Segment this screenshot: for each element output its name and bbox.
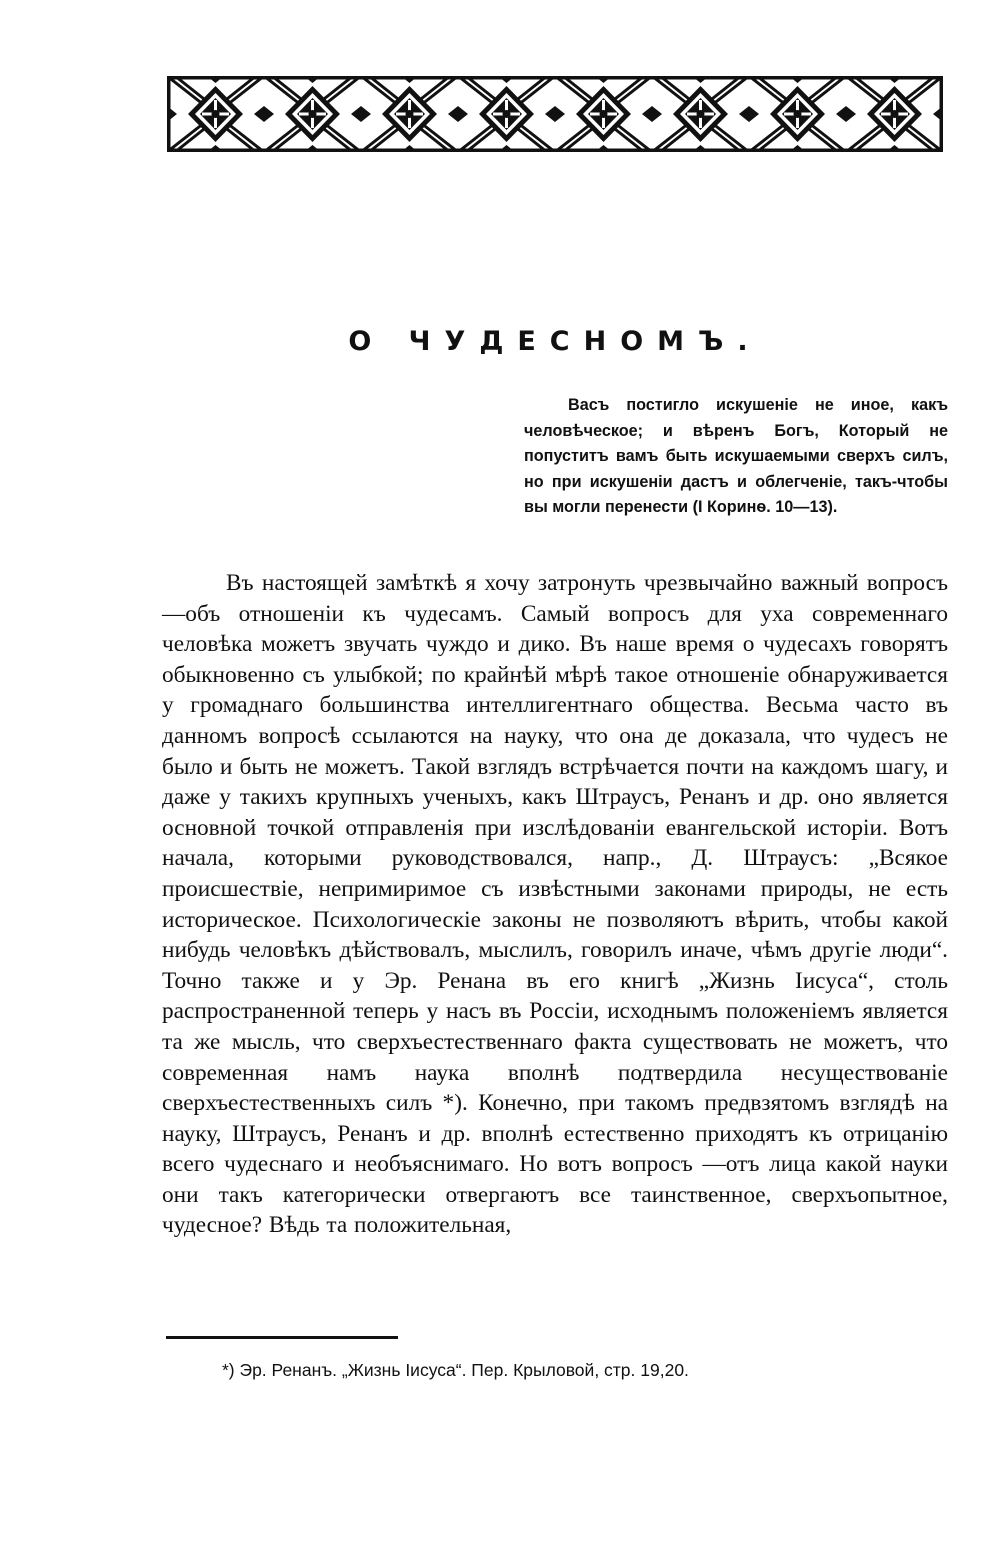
ornamental-header-band — [167, 76, 943, 152]
footnote-rule — [166, 1336, 398, 1339]
epigraph: Васъ постигло искушенiе не иное, какъ человѣческое; и вѣренъ Богъ, Который не попуститъ вамъ быть искушаемыми сверхъ силъ, но при искушенiи дастъ и облегченiе, такъ-чтобы вы могли перенести (I Коринѳ. 10—13). — [524, 396, 948, 516]
main-paragraph: Въ настоящей замѣткѣ я хочу затронуть чрезвычайно важный вопросъ—объ отношенiи къ чудесамъ. Самый вопросъ для уха современнаго человѣка можетъ звучать чуждо и дико. Въ наше время о чудесахъ говорятъ обыкновенно съ улыбкой; по крайнѣй мѣрѣ такое отношенiе обнаруживается у громаднаго большинства интеллигентнаго общества. Весьма часто въ данномъ вопросѣ ссылаются на науку, что она де доказала, что чудесъ не было и быть не можетъ. Такой взглядъ встрѣчается почти на каждомъ шагу, и даже у такихъ крупныхъ ученыхъ, какъ Штраусъ, Ренанъ и др. оно является основной точкой отправленiя при изслѣдованiи евангельской исторiи. Вотъ начала, которыми руководствовался, напр., Д. Штраусъ: „Всякое происшествiе, непримиримое съ извѣстными законами природы, не есть историческое. Психологическiе законы не позволяютъ вѣрить, чтобы какой нибудь человѣкъ дѣйствовалъ, мыслилъ, говорилъ иначе, чѣмъ другiе люди“. Точно также и у Эр. Ренана въ его книгѣ „Жизнь Iисуса“, столь распространенной теперь у насъ въ Россiи, исходнымъ положенiемъ является та же мысль, что сверхъестественнаго факта существовать не можетъ, что современная намъ наука вполнѣ подтвердила несуществованiе сверхъестественныхъ силъ *). Конечно, при такомъ предвзятомъ взглядѣ на науку, Штраусъ, Ренанъ и др. вполнѣ естественно приходятъ къ отрицанiю всего чудеснаго и необъяснимаго. Но вотъ вопросъ —отъ лица какой науки они такъ категорически отвергаютъ все таинственное, сверхъопытное, чудесное? Вѣдь та положительная, — [162, 570, 948, 1239]
article-title: О ЧУДЕСНОМЪ. — [348, 326, 762, 357]
footnote: *) Эр. Ренанъ. „Жизнь Iисуса“. Пер. Крыловой, стр. 19,20. — [222, 1360, 689, 1380]
